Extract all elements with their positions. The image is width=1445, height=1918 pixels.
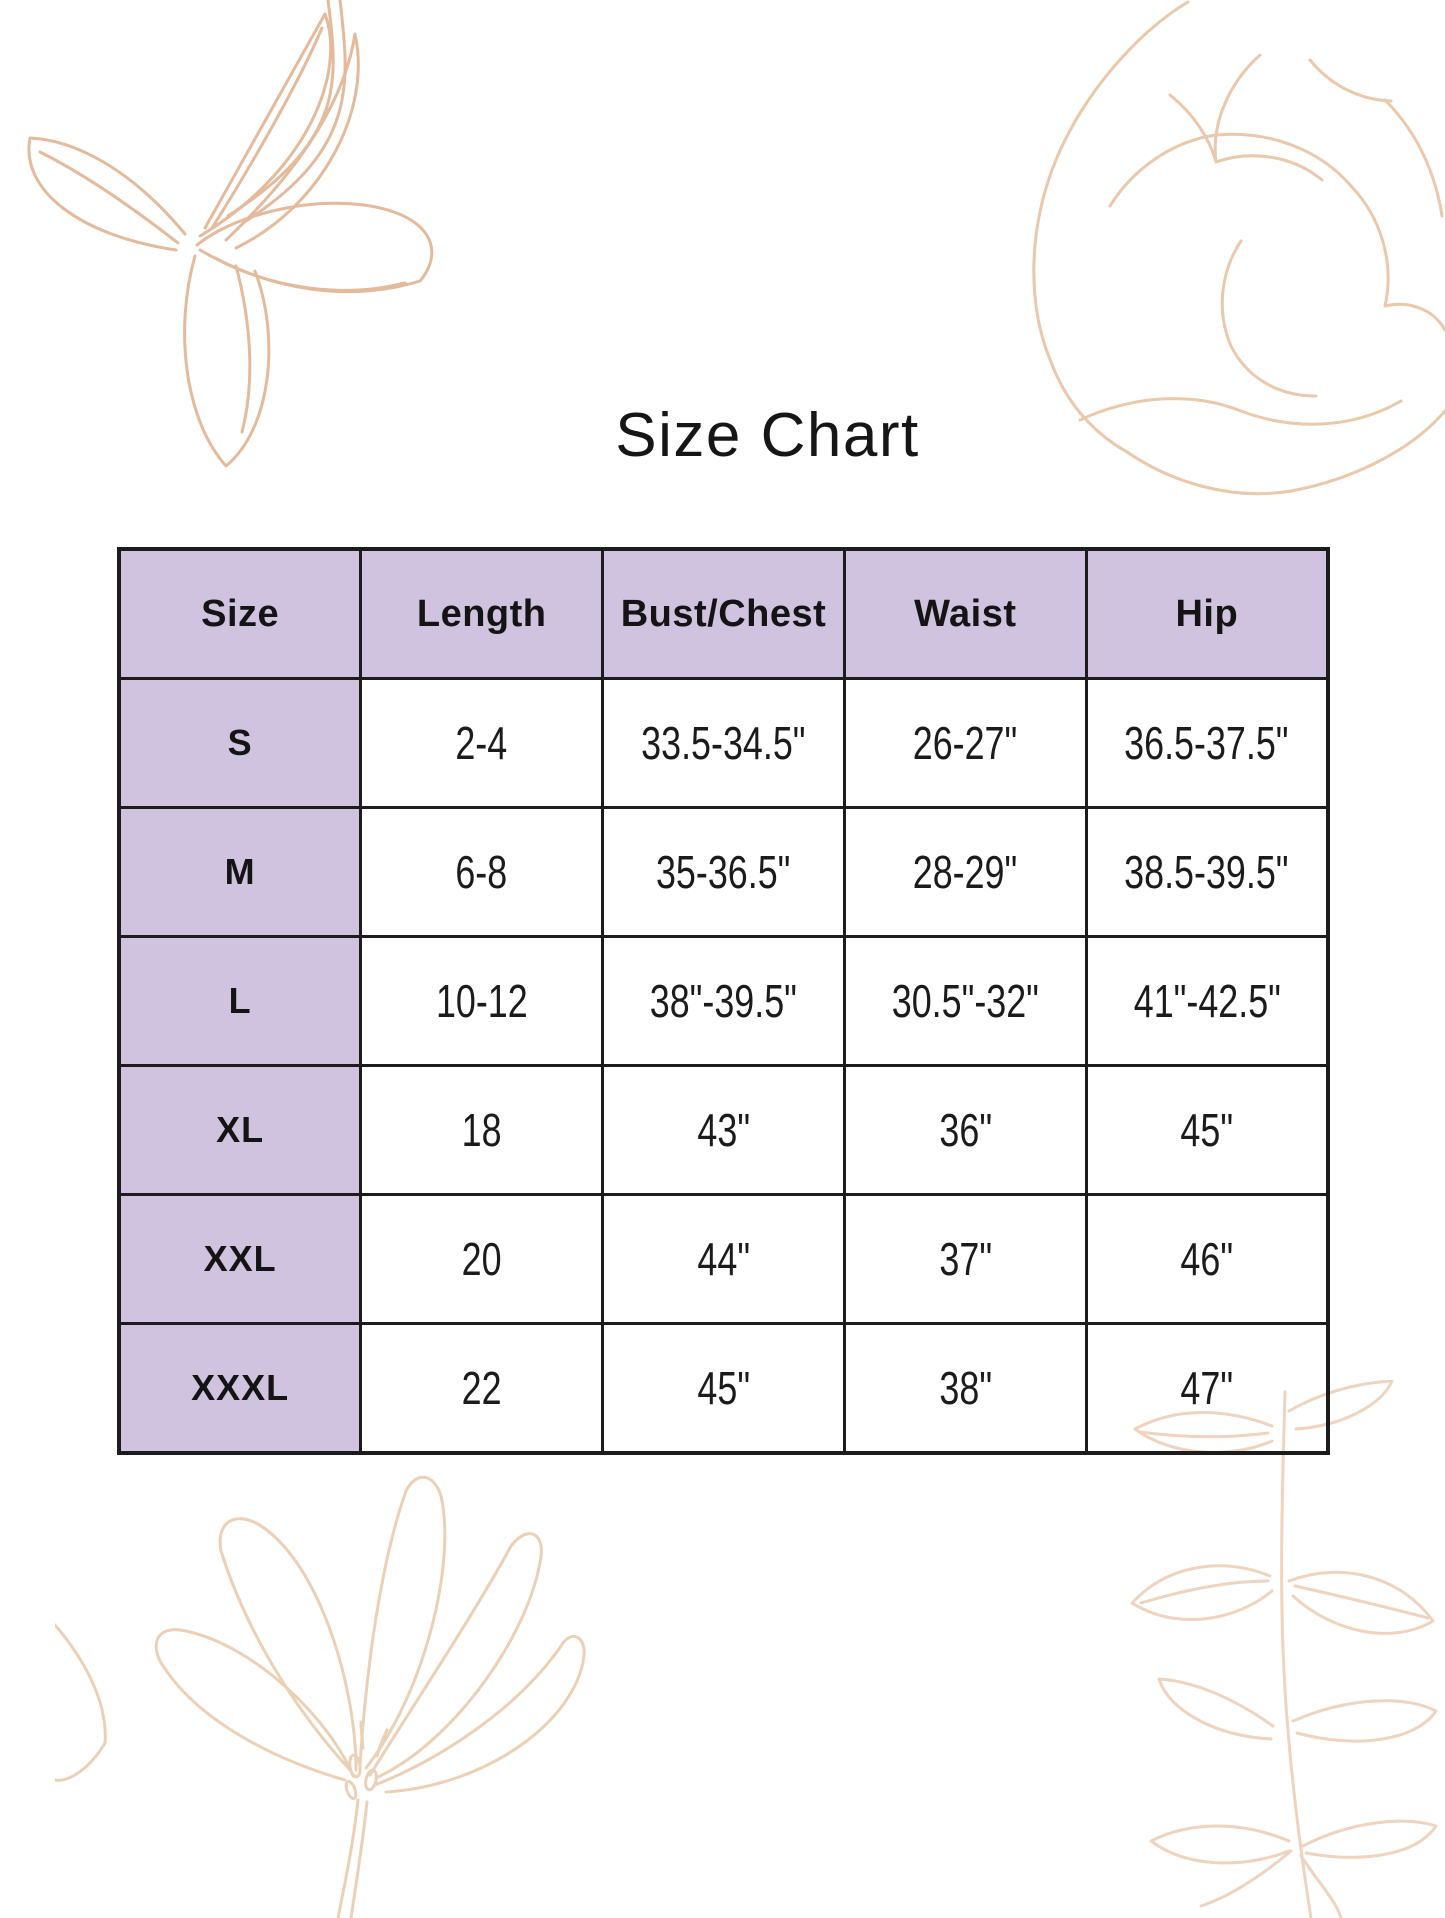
measurement-cell: 45" [603, 1324, 845, 1454]
measurement-cell: 26-27" [844, 679, 1086, 808]
measurement-cell: 33.5-34.5" [603, 679, 845, 808]
table-row [119, 679, 1328, 808]
row-size-label: M [119, 808, 361, 937]
row-size-label: XXXL [119, 1324, 361, 1454]
measurement-cell: 2-4 [361, 679, 603, 808]
measurement-cell: 36.5-37.5" [1086, 679, 1328, 808]
measurement-cell: 47" [1086, 1324, 1328, 1454]
peony-top-right-illustration [930, 0, 1445, 560]
measurement-cell: 18 [361, 1066, 603, 1195]
column-header-waist: Waist [844, 549, 1086, 679]
measurement-cell: 6-8 [361, 808, 603, 937]
measurement-cell: 20 [361, 1195, 603, 1324]
size-chart-table [117, 547, 1330, 1455]
column-header-length: Length [361, 549, 603, 679]
row-size-label: XXL [119, 1195, 361, 1324]
table-row [119, 1066, 1328, 1195]
measurement-cell: 36" [844, 1066, 1086, 1195]
flower-bottom-left-illustration [55, 1430, 615, 1918]
measurement-cell: 35-36.5" [603, 808, 845, 937]
column-header-size: Size [119, 549, 361, 679]
row-size-label: XL [119, 1066, 361, 1195]
measurement-cell: 38.5-39.5" [1086, 808, 1328, 937]
measurement-cell: 43" [603, 1066, 845, 1195]
row-size-label: S [119, 679, 361, 808]
measurement-cell: 38"-39.5" [603, 937, 845, 1066]
measurement-cell: 22 [361, 1324, 603, 1454]
measurement-cell: 28-29" [844, 808, 1086, 937]
table-row [119, 937, 1328, 1066]
measurement-cell: 10-12 [361, 937, 603, 1066]
measurement-cell: 30.5"-32" [844, 937, 1086, 1066]
column-header-hip: Hip [1086, 549, 1328, 679]
measurement-cell: 37" [844, 1195, 1086, 1324]
measurement-cell: 46" [1086, 1195, 1328, 1324]
column-header-bust-chest: Bust/Chest [603, 549, 845, 679]
table-row [119, 1324, 1328, 1454]
measurement-cell: 41"-42.5" [1086, 937, 1328, 1066]
header-row [119, 549, 1328, 679]
table-row [119, 1195, 1328, 1324]
page-title: Size Chart [615, 401, 920, 470]
row-size-label: L [119, 937, 361, 1066]
leaf-branch-bottom-right-illustration [900, 1380, 1445, 1918]
measurement-cell: 38" [844, 1324, 1086, 1454]
measurement-cell: 44" [603, 1195, 845, 1324]
table-row [119, 808, 1328, 937]
measurement-cell: 45" [1086, 1066, 1328, 1195]
